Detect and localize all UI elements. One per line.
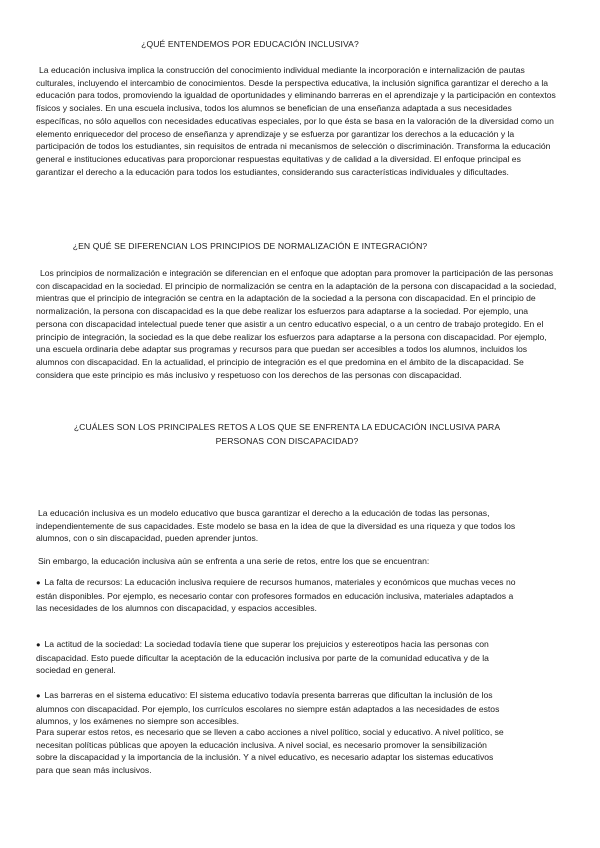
section3-bullet-3: ● Las barreras en el sistema educativo: El sistema educativo todavía presenta barreras que dificultan la inclusión de los alumnos con discapacidad. Por ejemplo, los currículos escolares no siempre están adaptados a las necesidades de estos alumnos, y los exámenes no siempre son accesibles. [36,689,516,728]
section3-intro: La educación inclusiva es un modelo educativo que busca garantizar el derecho a la educación de todas las personas, independientemente de sus capacidades. Este modelo se basa en la idea de que la diversidad es una riqueza y que todos los alumnos, con o sin discapacidad, pueden aprender juntos. [36,508,516,544]
section3-closing: Para superar estos retos, es necesario que se lleven a cabo acciones a nivel político, social y educativo. A nivel político, se necesitan políticas públicas que apoyen la educación inclusiva. A nivel social, es necesario promover la sensibilización sobre la discapacidad y la importancia de la inclusión. Y a nivel educativo, es necesario adaptar los sistemas educativos para que sean más inclusivos. [36,727,504,776]
section1-title: ¿QUÉ ENTENDEMOS POR EDUCACIÓN INCLUSIVA? [141,39,359,49]
section2-title: ¿EN QUÉ SE DIFERENCIAN LOS PRINCIPIOS DE NORMALIZACIÓN E INTEGRACIÓN? [72,241,428,251]
section2-body: Los principios de normalización e integración se diferencian en el enfoque que adoptan para promover la participación de las personas con discapacidad en la sociedad. El principio de normalización se centra en la adaptación de la persona con discapacidad a la sociedad, mientras que el principio de integración se centra en la adaptación de la sociedad a la persona con discapacidad. En el principio de normalización, la persona con discapacidad es la que debe realizar los esfuerzos para adaptarse a la sociedad. Por ejemplo, una persona con discapacidad intelectual puede tener que asistir a un centro educativo especial, o a un centro de trabajo protegido. En el principio de integración, la sociedad es la que debe realizar los esfuerzos para adaptarse a la persona con discapacidad. Por ejemplo, una escuela ordinaria debe adaptar sus programas y recursos para que puedan ser accesibles a todos los alumnos, incluidos los alumnos con discapacidad. En la actualidad, el principio de integración es el que predomina en el ámbito de la discapacidad. Se considera que este principio es más inclusivo y respetuoso con los derechos de las personas con discapacidad. [36,268,557,380]
section3-bullet-2: ● La actitud de la sociedad: La sociedad todavía tiene que superar los prejuicios y estereotipos hacia las personas con discapacidad. Esto puede dificultar la aceptación de la educación inclusiva por parte de la comunidad educativa y de la sociedad en general. [36,638,516,677]
section1-body: La educación inclusiva implica la construcción del conocimiento individual mediante la incorporación e internalización de pautas culturales, incluyendo el intercambio de conocimientos. Desde la perspectiva educativa, la inclusión significa garantizar el derecho a la educación para todos, promoviendo la igualdad de oportunidades y eliminando barreras en el aprendizaje y la participación en contextos físicos y sociales. En una escuela inclusiva, todos los alumnos se benefician de una enseñanza adaptada a sus necesidades específicas, no sólo aquellos con necesidades educativas especiales, por lo que ésta se basa en la valoración de la diversidad como un elemento enriquecedor del proceso de enseñanza y aprendizaje y se esfuerza por garantizar los derechos a la educación y la participación de todos los estudiantes, sin requisitos de entrada ni mecanismos de selección o discriminación. Transforma la educación general e instituciones educativas para proporcionar respuestas equitativas y de calidad a la diversidad. El enfoque principal es garantizar el derecho a la educación para todos los estudiantes, considerando sus características individuales y dificultades. [36,65,556,177]
section3-bullet-1: ● La falta de recursos: La educación inclusiva requiere de recursos humanos, materiales y económicos que muchas veces no están disponibles. Por ejemplo, es necesario contar con profesores formados en educación inclusiva, materiales adaptados a las necesidades de los alumnos con discapacidad, y espacios accesibles. [36,576,526,615]
section3-lead: Sin embargo, la educación inclusiva aún se enfrenta a una serie de retos, entre los que se encuentran: [38,556,430,566]
section3-title: ¿CUÁLES SON LOS PRINCIPALES RETOS A LOS QUE SE ENFRENTA LA EDUCACIÓN INCLUSIVA PARA PERSONAS CON DISCAPACIDAD? [73,422,501,446]
